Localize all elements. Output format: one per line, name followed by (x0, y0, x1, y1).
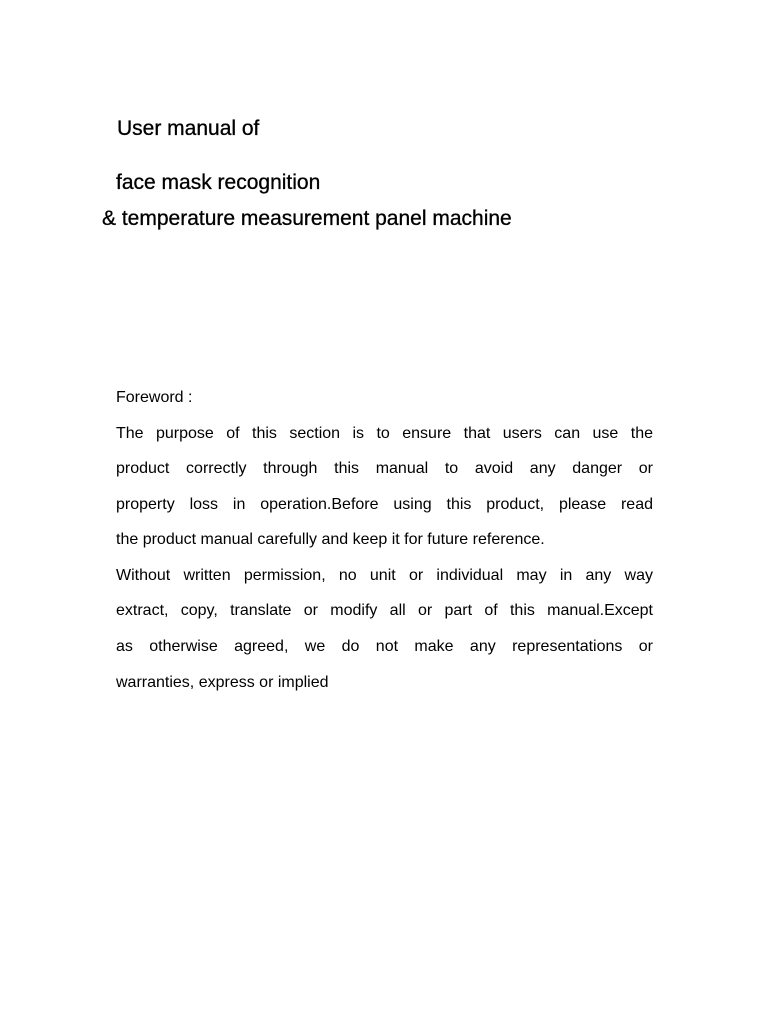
paragraph-2-line: Without written permission, no unit or individual may in any way (116, 567, 653, 584)
title-line-2: face mask recognition (116, 171, 321, 194)
title-line-1: User manual of (117, 117, 260, 140)
paragraph-1-line: product correctly through this manual to avoid any danger or (116, 460, 653, 477)
paragraph-2-line: warranties, express or implied (116, 674, 329, 691)
paragraph-1-line: The purpose of this section is to ensure that users can use the (116, 425, 653, 442)
paragraph-1-line: the product manual carefully and keep it for future reference. (116, 531, 545, 548)
foreword-heading: Foreword : (116, 389, 193, 406)
paragraph-2-line: extract, copy, translate or modify all or part of this manual.Except (116, 602, 653, 619)
paragraph-2-line: as otherwise agreed, we do not make any representations or (116, 638, 653, 655)
title-line-3: & temperature measurement panel machine (102, 207, 512, 230)
paragraph-1-line: property loss in operation.Before using this product, please read (116, 496, 653, 513)
